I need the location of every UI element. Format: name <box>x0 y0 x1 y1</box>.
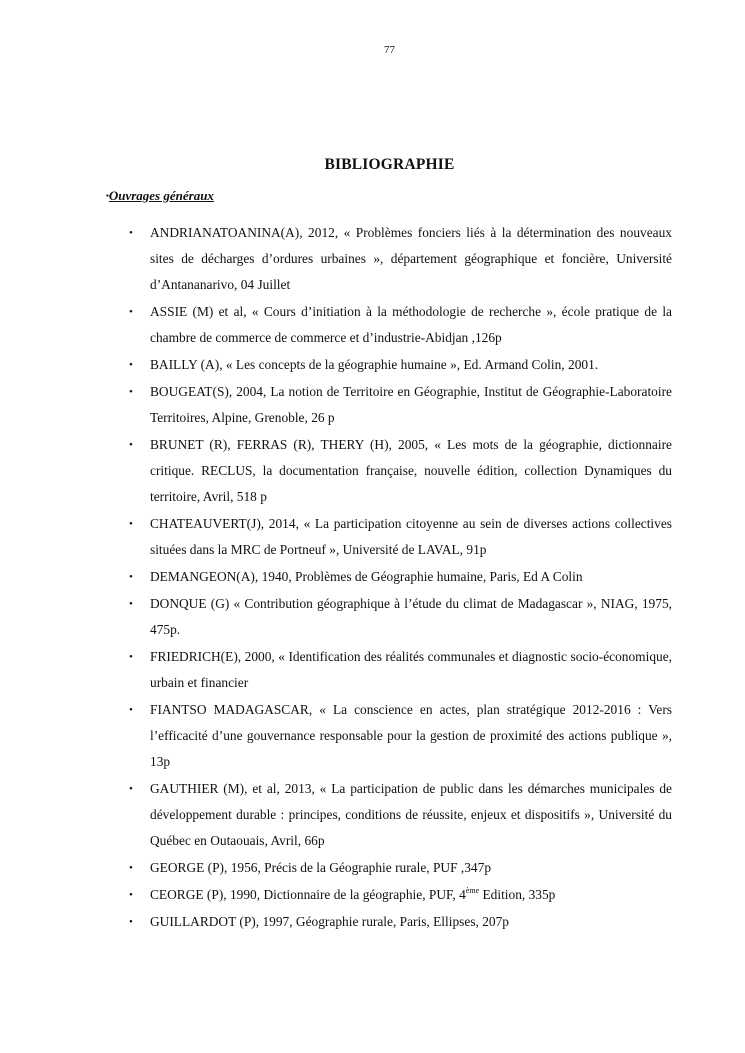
entry-text-after: Edition, 335p <box>479 887 556 902</box>
list-item <box>129 591 672 643</box>
list-item <box>129 882 672 908</box>
bullet-icon: • <box>129 518 133 530</box>
bullet-icon: • <box>129 386 133 398</box>
list-item <box>129 644 672 696</box>
entry-text: CHATEAUVERT(J), 2014, « La participation citoyenne au sein de diverses actions collectives situées dans la MRC de Portneuf », Université de LAVAL, 91p <box>150 516 672 557</box>
section-heading <box>106 188 214 204</box>
bullet-icon: • <box>129 598 133 610</box>
list-item <box>129 511 672 563</box>
list-item <box>129 697 672 775</box>
list-item <box>129 776 672 854</box>
list-item <box>129 220 672 298</box>
bullet-icon: • <box>129 704 133 716</box>
entry-text: GAUTHIER (M), et al, 2013, « La participation de public dans les démarches municipales de développement durable : principes, conditions de réussite, enjeux et dispositifs », Université du Québec en Outaouais, Avril, 66p <box>150 781 672 848</box>
bullet-icon: • <box>129 306 133 318</box>
list-item <box>129 352 672 378</box>
list-item <box>129 855 672 881</box>
entry-text: DONQUE (G) « Contribution géographique à l’étude du climat de Madagascar », NIAG, 1975, 475p. <box>150 596 672 637</box>
bullet-icon: • <box>129 651 133 663</box>
list-item <box>129 909 672 935</box>
list-item <box>129 379 672 431</box>
bullet-icon: • <box>129 439 133 451</box>
bullet-icon: • <box>129 889 133 901</box>
entry-text: FIANTSO MADAGASCAR, « La conscience en actes, plan stratégique 2012-2016 : Vers l’efficacité d’une gouvernance responsable pour la gestion de proximité des actions publique », 13p <box>150 702 672 769</box>
entry-text: GEORGE (P), 1956, Précis de la Géographie rurale, PUF ,347p <box>150 860 492 875</box>
page-title: BIBLIOGRAPHIE <box>324 156 455 173</box>
bullet-icon: • <box>129 227 133 239</box>
section-heading-label: Ouvrages généraux <box>108 188 214 203</box>
superscript-ordinal: ème <box>465 886 480 895</box>
bibliography-list <box>129 220 672 936</box>
square-bullet-icon: ▪ <box>106 191 109 200</box>
entry-text: GUILLARDOT (P), 1997, Géographie rurale, Paris, Ellipses, 207p <box>150 914 510 929</box>
entry-text: ASSIE (M) et al, « Cours d’initiation à la méthodologie de recherche », école pratique de la chambre de commerce de commerce et d’industrie-Abidjan ,126p <box>150 304 672 345</box>
entry-text: FRIEDRICH(E), 2000, « Identification des réalités communales et diagnostic socio-économique, urbain et financier <box>150 649 672 690</box>
entry-text: BRUNET (R), FERRAS (R), THERY (H), 2005, « Les mots de la géographie, dictionnaire critique. RECLUS, la documentation française, nouvelle édition, collection Dynamiques du territoire, Avril, 518 p <box>150 437 672 504</box>
bullet-icon: • <box>129 862 133 874</box>
bullet-icon: • <box>129 359 133 371</box>
bullet-icon: • <box>129 783 133 795</box>
entry-text: BAILLY (A), « Les concepts de la géographie humaine », Ed. Armand Colin, 2001. <box>150 357 599 372</box>
page-number: 77 <box>384 44 395 56</box>
entry-text: ANDRIANATOANINA(A), 2012, « Problèmes fonciers liés à la détermination des nouveaux sites de décharges d’ordures urbaines », département géographique et foncière, Université d’Antananarivo, 04 Juillet <box>150 225 672 292</box>
bullet-icon: • <box>129 916 133 928</box>
list-item <box>129 564 672 590</box>
list-item <box>129 432 672 510</box>
entry-text-before: CEORGE (P), 1990, Dictionnaire de la géographie, PUF, 4 <box>150 887 466 902</box>
list-item <box>129 299 672 351</box>
entry-text: BOUGEAT(S), 2004, La notion de Territoire en Géographie, Institut de Géographie-Laboratoire Territoires, Alpine, Grenoble, 26 p <box>150 384 672 425</box>
entry-text: DEMANGEON(A), 1940, Problèmes de Géographie humaine, Paris, Ed A Colin <box>150 569 583 584</box>
bullet-icon: • <box>129 571 133 583</box>
